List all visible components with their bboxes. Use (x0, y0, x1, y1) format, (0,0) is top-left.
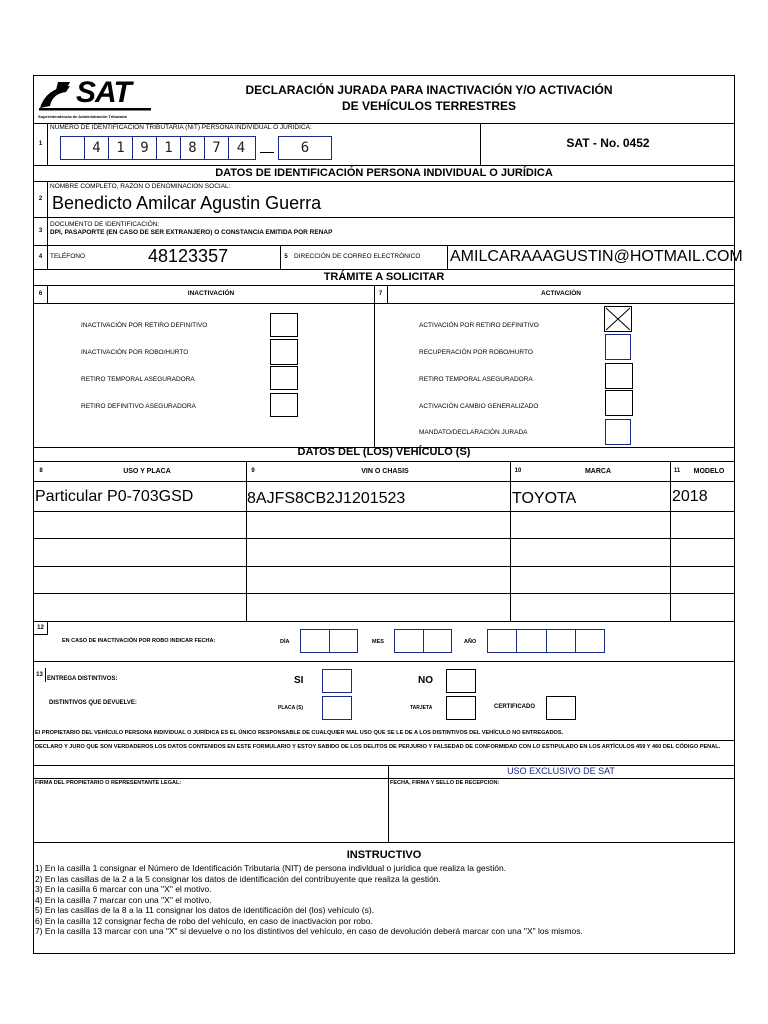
field-number-11: 11 (673, 468, 681, 474)
instructivo-item: 4) En la casilla 7 marcar con una "X" el motivo. (35, 894, 212, 905)
activacion-option-label: RECUPERACIÓN POR ROBO/HURTO (419, 349, 533, 356)
placa-checkbox[interactable] (322, 696, 352, 720)
robo-date-label: EN CASO DE INACTIVACIÓN POR ROBO INDICAR FECHA: (62, 638, 216, 644)
nit-digit: 1 (109, 137, 133, 159)
section-identification-title: DATOS DE IDENTIFICACIÓN PERSONA INDIVIDUAL O JURÍDICA (215, 167, 553, 179)
nit-digit: 4 (236, 140, 246, 156)
field-number-8: 8 (39, 468, 43, 474)
nit-digit: 4 (85, 137, 109, 159)
instructivo-item: 6) En la casilla 12 consignar fecha de robo del vehículo, en caso de inactivacion por robo. (35, 915, 373, 926)
field-number-9: 9 (251, 468, 255, 474)
anio-input[interactable] (487, 629, 605, 653)
inactivacion-retiro-definitivo-aseguradora-checkbox[interactable] (270, 393, 298, 417)
activacion-option-label: RETIRO TEMPORAL ASEGURADORA (419, 376, 533, 383)
nit-label: NUMERO DE IDENTIFICACION TRIBUTARIA (NIT) PERSONA INDIVIDUAL O JURIDICA: (50, 124, 312, 131)
responsable-text: El PROPIETARIO DEL VEHÍCULO PERSONA INDIVIDUAL O JURÍDICA ES EL ÚNICO RESPONSABLE DE CUALQUIER MAL USO QUE SE LE DE A LOS DISTINTIVOS DEL VEHÍCULO NO ENTREGADOS. (35, 730, 564, 736)
declaration-form (33, 75, 743, 954)
activacion-option-label: MANDATO/DECLARACIÓN JURADA (419, 429, 528, 436)
section-vehiculos-title: DATOS DEL (LOS) VEHÍCULO (S) (297, 446, 471, 458)
name-label: NOMBRE COMPLETO, RAZON O DENOMINACION SOCIAL: (50, 183, 231, 190)
inactivacion-option-label: INACTIVACIÓN POR RETIRO DEFINITIVO (81, 322, 208, 329)
field-number-1: 1 (34, 123, 48, 165)
field-number-4: 4 (34, 245, 48, 269)
certificado-label: CERTIFICADO (494, 704, 535, 710)
vehicle-cell-vin[interactable]: 8AJFS8CB2J1201523 (247, 490, 406, 507)
inactivacion-title: INACTIVACIÓN (187, 290, 235, 297)
activacion-title: ACTIVACIÓN (541, 290, 581, 297)
dia-input[interactable] (300, 629, 358, 653)
instructivo-item: 7) En la casilla 13 marcar con una "X" si devuelve o no los distintivos del vehículo, en caso de devolución deberá marcar con una "X" los mismos. (35, 926, 583, 936)
instructivo-item: 1) En la casilla 1 consignar el Número de Identificación Tributaria (NIT) de persona indivldual o jurídica que realiza la gestión. (35, 863, 507, 873)
si-label: SI (294, 675, 304, 686)
document-sublabel: DPI, PASAPORTE (EN CASO DE SER EXTRANJERO) O CONSTANCIA EMITIDA POR RENAP (50, 229, 333, 236)
sat-logo (36, 78, 152, 122)
column-header-modelo: MODELO (693, 468, 725, 475)
document-label: DOCUMENTO DE IDENTIFICACIÓN: (50, 221, 160, 228)
instructivo-item: 3) En la casilla 6 marcar con una "X" el motivo. (35, 884, 212, 894)
nit-check-digit[interactable]: 6 (278, 136, 332, 160)
anio-label: AÑO (464, 639, 477, 645)
field-number-5: 5 (284, 254, 288, 260)
nit-digit: 1 (157, 137, 181, 159)
nit-digit: 7 (205, 137, 229, 159)
field-number-6: 6 (34, 285, 48, 303)
nit-digit (61, 137, 85, 159)
activacion-recuperacion-checkbox[interactable] (605, 334, 631, 360)
email-label: DIRECCIÓN DE CORREO ELECTRÓNICO (294, 253, 421, 260)
email-value[interactable]: AMILCARAAAGUSTIN@HOTMAIL.COM (450, 248, 743, 265)
logo-text: SAT (76, 76, 131, 109)
inactivacion-option-label: RETIRO DEFINITIVO ASEGURADORA (81, 403, 196, 410)
form-title-line2: DE VEHÍCULOS TERRESTRES (341, 99, 517, 113)
activacion-retiro-temporal-checkbox[interactable] (605, 363, 633, 389)
instructivo-list (35, 863, 733, 937)
field-number-7: 7 (374, 285, 388, 303)
firma-field[interactable] (34, 788, 388, 842)
mes-label: MES (372, 639, 384, 645)
activacion-cambio-generalizado-checkbox[interactable] (605, 390, 633, 416)
entrega-no-checkbox[interactable] (446, 669, 476, 693)
activacion-retiro-definitivo-checkbox[interactable] (604, 306, 632, 332)
inactivacion-retiro-temporal-checkbox[interactable] (270, 366, 298, 390)
logo-subtitle: Superintendencia de Administración Tributaria (38, 114, 127, 119)
column-header-uso-placa: USO Y PLACA (123, 468, 171, 475)
no-label: NO (418, 675, 433, 686)
placa-label: PLACA (S) (278, 705, 304, 711)
field-number-3: 3 (34, 217, 48, 245)
column-header-vin: VIN O CHASIS (361, 468, 409, 475)
vehicle-cell-modelo[interactable]: 2018 (672, 488, 708, 505)
activacion-mandato-checkbox[interactable] (605, 419, 631, 445)
sat-use-label: USO EXCLUSIVO DE SAT (507, 766, 615, 776)
entrega-si-checkbox[interactable] (322, 669, 352, 693)
inactivacion-retiro-definitivo-checkbox[interactable] (270, 313, 298, 337)
phone-value[interactable]: 48123357 (148, 246, 229, 266)
dia-label: DÍA (280, 639, 290, 645)
activacion-option-label: ACTIVACIÓN CAMBIO GENERALIZADO (419, 403, 539, 410)
form-number: SAT - No. 0452 (566, 136, 650, 150)
name-value[interactable]: Benedicto Amilcar Agustin Guerra (52, 193, 322, 213)
section-tramite-title: TRÁMITE A SOLICITAR (323, 271, 445, 283)
distintivos-devuelve-label: DISTINTIVOS QUE DEVUELVE: (49, 700, 137, 706)
nit-dash (260, 152, 274, 153)
nit-input[interactable] (60, 136, 256, 160)
form-title-line1: DECLARACIÓN JURADA PARA INACTIVACIÓN Y/O ACTIVACIÓN (245, 83, 613, 97)
tarjeta-checkbox[interactable] (446, 696, 476, 720)
field-number-2: 2 (34, 181, 48, 217)
mes-input[interactable] (394, 629, 452, 653)
field-number-12: 12 (34, 621, 48, 635)
inactivacion-option-label: RETIRO TEMPORAL ASEGURADORA (81, 376, 195, 383)
column-header-marca: MARCA (584, 468, 612, 475)
declaro-text: DECLARO Y JURO QUE SON VERDADEROS LOS DATOS CONTENIDOS EN ESTE FORMULARIO Y ESTOY SABIDO DE LOS DELITOS DE PERJURIO Y FALSEDAD DE CONFORMIDAD CON LO ESTIPULADO EN LOS ARTÍCULOS 459 Y 460 DEL CÓDIGO PENAL. (35, 744, 721, 750)
nit-digit: 9 (133, 137, 157, 159)
entrega-distintivos-label: ENTREGA DISTINTIVOS: (47, 676, 118, 682)
activacion-option-label: ACTIVACIÓN POR RETIRO DEFINITIVO (419, 322, 539, 329)
inactivacion-robo-checkbox[interactable] (270, 339, 298, 365)
vehicle-cell-marca[interactable]: TOYOTA (512, 490, 577, 507)
nit-digit: 8 (181, 137, 205, 159)
instructivo-title: INSTRUCTIVO (346, 849, 422, 861)
field-number-13: 13 (34, 668, 46, 682)
checked-x-icon (605, 307, 631, 331)
recepcion-label: FECHA, FIRMA Y SELLO DE RECEPCION: (390, 780, 500, 786)
recepcion-field[interactable] (389, 788, 734, 842)
certificado-checkbox[interactable] (546, 696, 576, 720)
instructivo-item: 2) En las casillas de la 2 a la 5 consignar los datos de identificación del contribuyente que realiza la gestión. (35, 873, 441, 884)
field-number-10: 10 (514, 468, 522, 474)
inactivacion-option-label: INACTIVACIÓN POR ROBO/HURTO (81, 349, 189, 356)
phone-label: TELÉFONO (50, 253, 86, 260)
instructivo-item: 5) En las casillas de la 8 a la 11 consignar los datos de identificación del (los) vehículo (s). (35, 905, 375, 915)
firma-label: FIRMA DEL PROPIETARIO O REPRESENTANTE LEGAL: (35, 780, 182, 786)
vehicle-cell-uso-placa[interactable]: Particular P0-703GSD (35, 488, 194, 505)
tarjeta-label: TARJETA (410, 705, 433, 711)
